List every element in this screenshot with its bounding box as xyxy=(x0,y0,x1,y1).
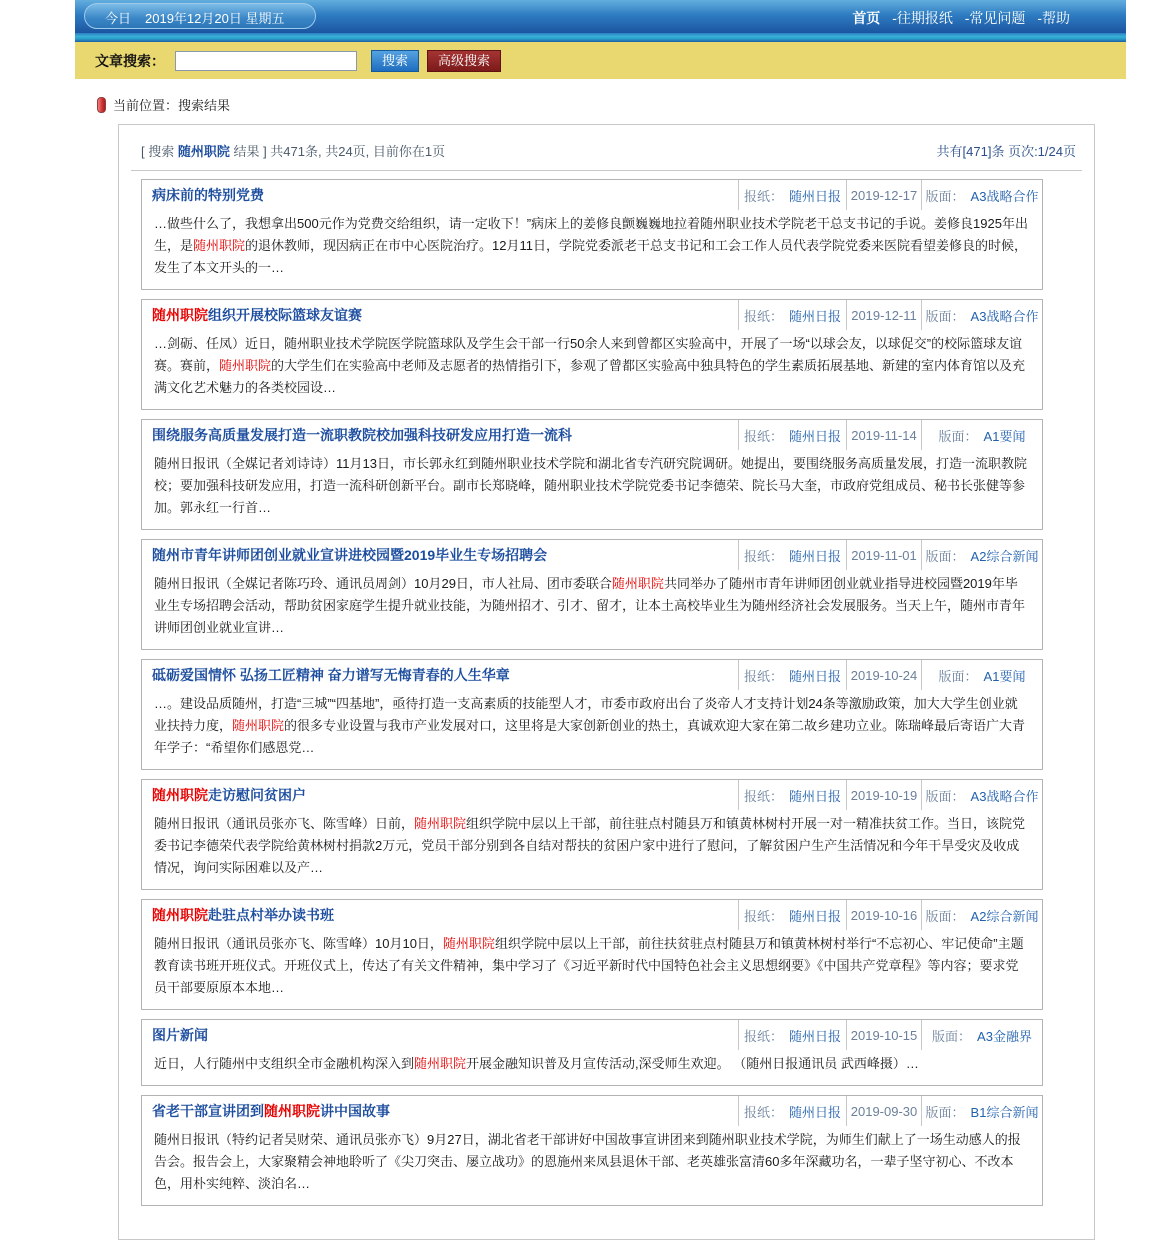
result-page-cell xyxy=(921,1096,1042,1126)
page-label: 版面： xyxy=(925,1104,965,1120)
search-bar xyxy=(75,42,1126,79)
page-label: 版面： xyxy=(925,548,965,564)
page-link[interactable]: A3战略合作 xyxy=(970,308,1039,324)
paper-label: 报纸： xyxy=(743,908,783,924)
result-block xyxy=(141,539,1043,650)
result-paper-cell xyxy=(738,1096,846,1126)
result-block xyxy=(141,1019,1043,1086)
result-paper-cell xyxy=(738,1020,846,1050)
results-list xyxy=(131,179,1082,1206)
paper-link[interactable]: 随州日报 xyxy=(789,308,842,324)
result-header-row xyxy=(142,420,1042,450)
paper-label: 报纸： xyxy=(743,668,783,684)
search-input[interactable] xyxy=(175,51,357,71)
result-header-row xyxy=(142,540,1042,570)
result-page-cell xyxy=(921,300,1042,330)
result-block xyxy=(141,179,1043,290)
result-header-row xyxy=(142,1020,1042,1050)
paper-link[interactable]: 随州日报 xyxy=(789,188,842,204)
page-link[interactable]: A2综合新闻 xyxy=(970,908,1039,924)
result-page-cell xyxy=(921,540,1042,570)
result-date: 2019-12-11 xyxy=(846,300,921,330)
paper-link[interactable]: 随州日报 xyxy=(789,668,842,684)
result-summary: …剑砺、任凤）近日，随州职业技术学院医学院篮球队及学生会干部一行50余人来到曾都区实验高中，开展了一场“以球会友，以球促交”的校际篮球友谊赛。赛前，随州职院的大学生们在实验高中老师及志愿者的热情指引下，参观了曾都区实验高中独具特色的学生素质拓展基地、新建的室内体育馆以及充满文化艺术魅力的各类校园设… xyxy=(154,336,1026,395)
result-summary: …做些什么了，我想拿出500元作为党费交给组织，请一定收下！”病床上的姜修良颤巍巍地拉着随州职业技术学院老干总支书记的手说。姜修良1925年出生，是随州职院的退休教师，现因病正在市中心医院治疗。12月11日，学院党委派老干总支书记和工会工作人员代表学院党委来医院看望姜修良的时候，发生了本文开头的一… xyxy=(154,216,1028,275)
nav-help-link[interactable]: -帮助 xyxy=(1037,10,1070,26)
banner-strip xyxy=(75,33,1126,42)
result-date: 2019-11-14 xyxy=(846,420,921,450)
nav-home-link[interactable]: 首页 xyxy=(852,10,881,26)
result-title-link[interactable]: 围绕服务高质量发展打造一流职教院校加强科技研发应用打造一流科 xyxy=(152,427,572,443)
page-label: 版面： xyxy=(925,908,965,924)
result-date: 2019-11-01 xyxy=(846,540,921,570)
breadcrumb xyxy=(97,95,1126,114)
result-title-link[interactable]: 随州职院 赴驻点村举办读书班 xyxy=(152,907,334,923)
results-prefix: [ 搜索 xyxy=(141,144,178,159)
paper-link[interactable]: 随州日报 xyxy=(789,548,842,564)
paper-link[interactable]: 随州日报 xyxy=(789,1028,842,1044)
results-suffix: 结果 ] 共471条, 共24页, 目前你在1页 xyxy=(229,144,446,159)
result-title-link[interactable]: 随州市青年讲师团创业就业宣讲进校园暨2019毕业生专场招聘会 xyxy=(152,547,548,563)
page-label: 版面： xyxy=(938,428,978,444)
current-date: 2019年12月20日 星期五 xyxy=(145,11,285,26)
result-header-row xyxy=(142,300,1042,330)
result-summary: 随州日报讯（通讯员张亦飞、陈雪峰）日前，随州职院组织学院中层以上干部，前往驻点村随县万和镇黄林树村开展一对一精准扶贫工作。当日，该院党委书记李德荣代表学院给黄林树村捐款2万元，党员干部分别到各自结对帮扶的贫困户家中进行了慰问，了解贫困户生产生活情况和今年干旱受灾及收成情况，询问实际困难以及产… xyxy=(154,816,1026,875)
result-title-link[interactable]: 随州职院 走访慰问贫困户 xyxy=(152,787,306,803)
result-page-cell xyxy=(921,420,1042,450)
results-container xyxy=(118,124,1095,1240)
result-date: 2019-10-24 xyxy=(846,660,921,690)
result-paper-cell xyxy=(738,540,846,570)
result-page-cell xyxy=(921,1020,1042,1050)
result-page-cell xyxy=(921,780,1042,810)
result-paper-cell xyxy=(738,780,846,810)
page-label: 版面： xyxy=(938,668,978,684)
paper-label: 报纸： xyxy=(743,428,783,444)
breadcrumb-text: 当前位置：搜索结果 xyxy=(113,98,231,113)
result-paper-cell xyxy=(738,420,846,450)
page-link[interactable]: A3战略合作 xyxy=(970,188,1039,204)
page-label: 版面： xyxy=(925,788,965,804)
result-header-row xyxy=(142,180,1042,210)
result-summary: 随州日报讯（全媒记者刘诗诗）11月13日，市长郭永红到随州职业技术学院和湖北省专汽研究院调研。她提出，要围绕服务高质量发展，打造一流职教院校；要加强科技研发应用，打造一流科研创新平台。副市长郑晓峰，随州职业技术学院党委书记李德荣、院长马大奎，市政府党组成员、秘书长张健等参加。郭永红一行首… xyxy=(154,456,1027,515)
paper-label: 报纸： xyxy=(743,188,783,204)
result-block xyxy=(141,299,1043,410)
result-paper-cell xyxy=(738,900,846,930)
paper-label: 报纸： xyxy=(743,1104,783,1120)
search-keyword[interactable]: 随州职院 xyxy=(177,144,230,159)
result-block xyxy=(141,779,1043,890)
result-date: 2019-10-19 xyxy=(846,780,921,810)
result-page-cell xyxy=(921,900,1042,930)
date-pill xyxy=(84,3,316,29)
result-date: 2019-09-30 xyxy=(846,1096,921,1126)
paper-label: 报纸： xyxy=(743,1028,783,1044)
result-header-row xyxy=(142,660,1042,690)
result-summary: 随州日报讯（通讯员张亦飞、陈雪峰）10月10日，随州职院组织学院中层以上干部，前往扶贫驻点村随县万和镇黄林树村举行“不忘初心、牢记使命”主题教育读书班开班仪式。开班仪式上，传达了有关文件精神，集中学习了《习近平新时代中国特色社会主义思想纲要》《中国共产党章程》等内容；要求党员干部要原原本本地… xyxy=(154,936,1024,995)
result-summary: 随州日报讯（全媒记者陈巧玲、通讯员周剑）10月29日，市人社局、团市委联合随州职院共同举办了随州市青年讲师团创业就业指导进校园暨2019年毕业生专场招聘会活动，帮助贫困家庭学生提升就业技能，为随州招才、引才、留才，让本土高校毕业生为随州经济社会发展服务。当天上午，随州市青年讲师团创业就业宣讲… xyxy=(154,576,1026,635)
result-date: 2019-10-16 xyxy=(846,900,921,930)
result-title-link[interactable]: 省老干部宣讲团到 随州职院 讲中国故事 xyxy=(152,1103,390,1119)
paper-link[interactable]: 随州日报 xyxy=(789,788,842,804)
nav-faq-link[interactable]: -常见问题 xyxy=(964,10,1026,26)
page-link[interactable]: A1要闻 xyxy=(983,668,1026,684)
result-page-cell xyxy=(921,180,1042,210)
search-label: 文章搜索： xyxy=(95,52,165,69)
result-title-link[interactable]: 随州职院 组织开展校际篮球友谊赛 xyxy=(152,307,362,323)
page-link[interactable]: A1要闻 xyxy=(983,428,1026,444)
result-block xyxy=(141,659,1043,770)
page-link[interactable]: B1综合新闻 xyxy=(970,1104,1039,1120)
result-summary: 近日，人行随州中支组织全市金融机构深入到随州职院开展金融知识普及月宣传活动,深受师生欢迎。 （随州日报通讯员 武西峰摄）… xyxy=(154,1056,919,1071)
top-nav xyxy=(852,8,1070,28)
result-paper-cell xyxy=(738,660,846,690)
page-link[interactable]: A3金融界 xyxy=(977,1028,1032,1044)
result-header-row xyxy=(142,1096,1042,1126)
paper-label: 报纸： xyxy=(743,548,783,564)
page-label: 版面： xyxy=(932,1028,972,1044)
result-title-link[interactable]: 图片新闻 xyxy=(152,1027,208,1043)
top-bar xyxy=(75,0,1126,33)
result-date: 2019-12-17 xyxy=(846,180,921,210)
today-label: 今日 xyxy=(105,11,132,26)
paper-label: 报纸： xyxy=(743,788,783,804)
page-link[interactable]: A2综合新闻 xyxy=(970,548,1039,564)
nav-past-papers-link[interactable]: -往期报纸 xyxy=(892,10,953,26)
page-link[interactable]: A3战略合作 xyxy=(970,788,1039,804)
results-header xyxy=(131,135,1082,171)
page xyxy=(75,0,1126,1240)
paper-link[interactable]: 随州日报 xyxy=(789,908,842,924)
result-block xyxy=(141,419,1043,530)
result-header-row xyxy=(142,780,1042,810)
result-page-cell xyxy=(921,660,1042,690)
result-title-link[interactable]: 病床前的特别党费 xyxy=(152,187,264,203)
paper-link[interactable]: 随州日报 xyxy=(789,428,842,444)
result-block xyxy=(141,899,1043,1010)
result-header-row xyxy=(142,900,1042,930)
results-summary-left xyxy=(141,141,445,160)
breadcrumb-marker-icon xyxy=(97,97,106,113)
result-block xyxy=(141,1095,1043,1206)
result-summary: …。建设品质随州，打造“三城”“四基地”，亟待打造一支高素质的技能型人才，市委市政府出台了炎帝人才支持计划24条等激励政策，加大大学生创业就业扶持力度，随州职院的很多专业设置与我市产业发展对口，这里将是大家创新创业的热土，真诚欢迎大家在第二故乡建功立业。陈瑞峰最后寄语广大青年学子：“希望你们感恩党… xyxy=(154,696,1026,755)
result-date: 2019-10-15 xyxy=(846,1020,921,1050)
page-label: 版面： xyxy=(925,308,965,324)
result-paper-cell xyxy=(738,300,846,330)
advanced-search-button[interactable]: 高级搜索 xyxy=(427,50,501,72)
search-button[interactable]: 搜索 xyxy=(371,50,419,72)
paper-label: 报纸： xyxy=(743,308,783,324)
result-title-link[interactable]: 砥砺爱国情怀 弘扬工匠精神 奋力谱写无悔青春的人生华章 xyxy=(152,667,510,683)
results-pagination-info: 共有[471]条 页次:1/24页 xyxy=(936,144,1076,159)
page-label: 版面： xyxy=(925,188,965,204)
paper-link[interactable]: 随州日报 xyxy=(789,1104,842,1120)
result-paper-cell xyxy=(738,180,846,210)
result-summary: 随州日报讯（特约记者吴财荣、通讯员张亦飞）9月27日，湖北省老干部讲好中国故事宣讲团来到随州职业技术学院，为师生们献上了一场生动感人的报告会。报告会上，大家聚精会神地聆听了《尖刀突击、屡立战功》的恩施州来凤县退休干部、老英雄张富清60多年深藏功名，一辈子坚守初心、不改本色，用朴实纯粹、淡泊名… xyxy=(154,1132,1021,1191)
